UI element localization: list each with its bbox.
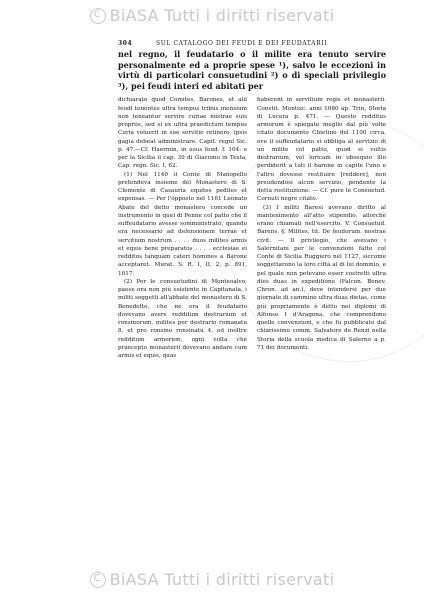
copyright-icon xyxy=(90,8,106,24)
footnote-paragraph: (2) Per le consuetudini di Monteoalvo, paese ora non più esistente in Capitanata, i militi soggetti all'abbate del monastero di S. Benedetto, che ne era il feudatario dovevano avere redditum destrarium et ronsinorum, milites per destrario romanatu 8, et pro ronsino ronsinatu 4, ed inoltre redditum armorum, ogni volta che praecepto monasterii dovevano andare cum armis et equis, quas xyxy=(118,278,247,360)
running-head xyxy=(118,40,386,47)
book-page xyxy=(118,40,386,540)
footnote-paragraph: haberent in servitium regis et monasterii. Constit. Montisc. anni 1080 ap. Trin, Storia di Lucera p. 471. — Questo redditus armorum è spiegato meglio dal più volte citato documento Chietino del 1100 circa, ove il suffeudatario si obbliga al servizio di un milite col patto, quod si vultis destrarium, vel loricam in obsequio illo perdiderit a tuti il barone in capite l'uno e l'altro dovesse restituire [reddere], non preudendosi alcun servizio, pendente la detta restituzione. — Cf. pure le Consuetud. Cornuti negre citato. xyxy=(257,97,386,203)
page-number: 304 xyxy=(118,40,133,47)
watermark-top xyxy=(0,6,424,25)
running-title: SUL CATALOGO DEI FEUDI E DEI FEUDATARII xyxy=(156,40,328,47)
copyright-icon xyxy=(90,572,106,588)
watermark-bottom xyxy=(0,570,424,589)
watermark-top-text: BiASA Tutti i diritti riservati xyxy=(109,6,335,25)
footnote-paragraph: dichiarato quod Comites, Barones, et alii feudi tenentes ultra tempus tribus mensium non teneantur servire curiae nostrae suis propriis, sed si ex ultra praedictum tempus Curia voluerit in suo servitio retinere, ipsis gagia debeat administrare. Capit. regni Sic. p. 47.—Cf. Haermin, in usus feud. f. 104. e per la Sicilia il cap. 39 di Giacomo in Testa, Cap. regn. Sic. I, 62. xyxy=(118,97,247,170)
footnote-paragraph: (3) I militi Baresi avevano diritto al mantenimento all'atto stipendio, allorchè erano chiamati nell'esercito. V. Consuetud. Barens. §. Milites, tit. De feudorum. nostrae civit. — Il privilegio, che avevano i Salernitani per le convenzioni fatte col Conte di Sicilia Ruggiero nel 1127, siccome soggettarono la loro città al di lui dominio, e pel quale non potevano esser costretti ultra dies duas in expeditione (Falcon. Benev. Chron. ad an.), deve intendersi per due giornate di cammino ultra duas dietas, come più propriamente è detto nei diplomi di Alfonso I d'Aragona, che comprendono quelle convenzioni, e che fu pubblicato dal chiarissimo comm. Salvatore de Renzi nella Storia della scuola medica di Salerno a p. 71 dei documenti. xyxy=(257,204,386,351)
footnote-paragraph: (1) Nel 1140 il Conte di Manopello pretendeva insieme del Monastero di S. Clemente di Casauria equites pediles et expensas. — Per l'opposto nel 1161 Leonato Abate del detto monastero concede un instrumento in quel di Penne col patto che il suffeudatario avesse somministrato, quando era necessario ad defensionem terrae et servitium nostrum . . . . duos milites armis et equis bene preparatos . . . . ecclesiae ei redditus tanquam cateri homines a Barone acceptaret. Murat. S. R. I, II, 2, p. 891, 1017. xyxy=(118,171,247,277)
main-text: nel regno, il feudatario o il milite era tenuto servire personalmente ed a proprie spese ¹), salvo le eccezioni in virtù di particolari consuetudini ²) o di speciali privilegio ³), pei feudi interi ed abitati per xyxy=(118,49,386,91)
footnote-column-right xyxy=(257,96,386,360)
footnote-columns xyxy=(118,96,386,360)
watermark-bottom-text: BiASA Tutti i diritti riservati xyxy=(109,570,335,589)
footnote-column-left xyxy=(118,96,247,360)
